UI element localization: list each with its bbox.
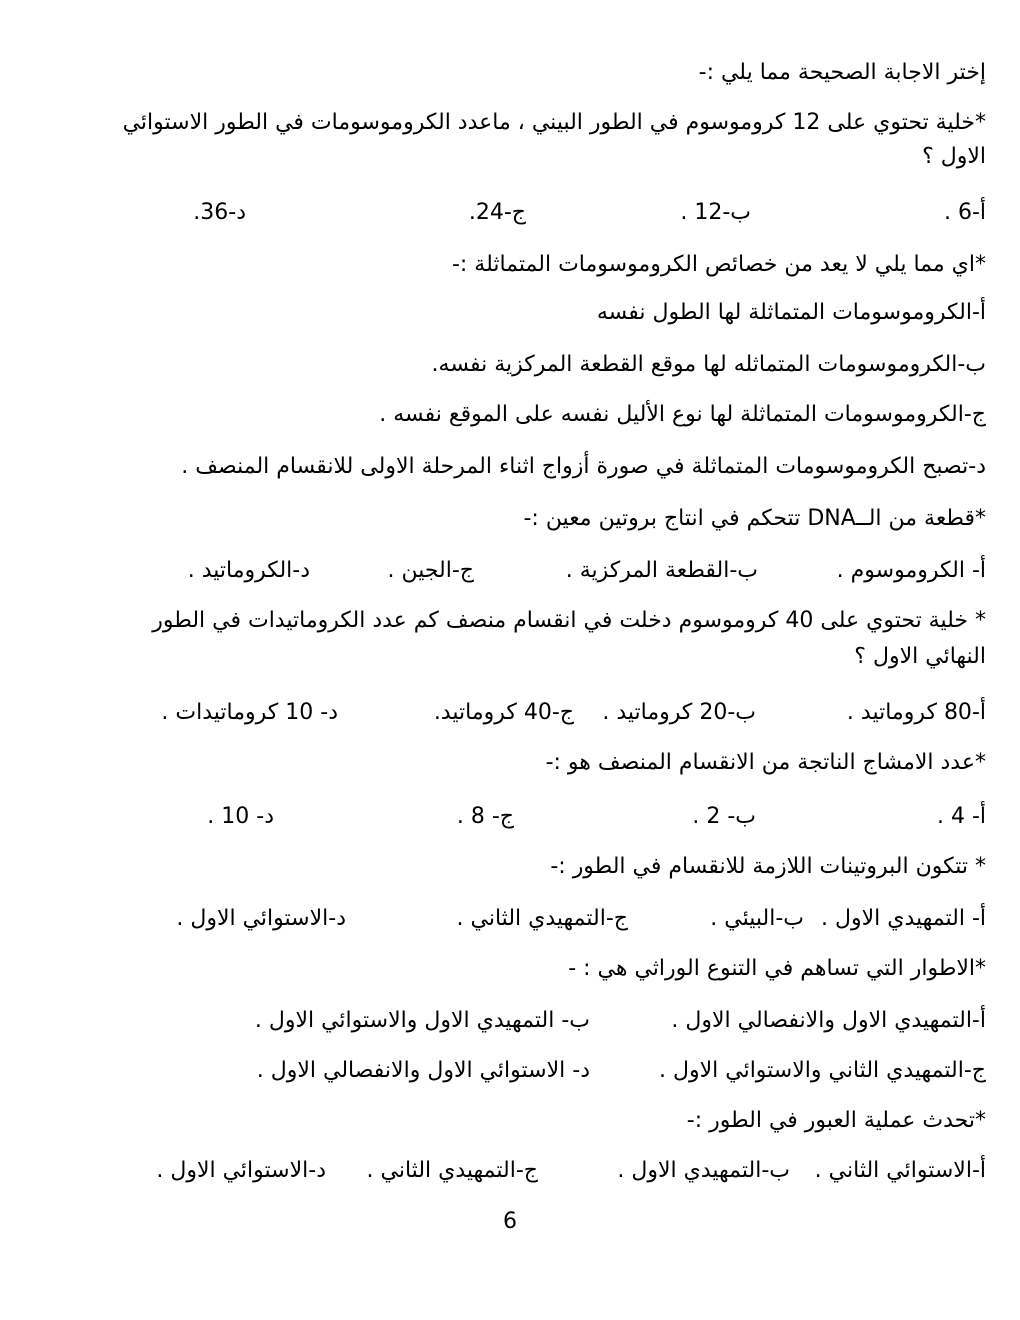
q8-option-d: د-الاستوائي الاول . [156, 1158, 326, 1183]
q6-option-a: أ- التمهيدي الاول . [820, 906, 986, 931]
q3-option-d: د-الكروماتيد . [187, 558, 310, 583]
q8-option-c: ج-التمهيدي الثاني . [366, 1158, 538, 1183]
question-8-options [60, 1156, 986, 1186]
question-7-stem: *الاطوار التي تساهم في التنوع الوراثي هي : - [568, 956, 986, 981]
question-4-line-2: النهائي الاول ؟ [854, 644, 986, 669]
q3-option-b: ب-القطعة المركزية . [565, 558, 758, 583]
q5-option-a: أ- 4 . [936, 804, 986, 829]
q2-option-a: أ-الكروموسومات المتماثلة لها الطول نفسه [596, 300, 986, 325]
question-7-options-row-1 [60, 1006, 986, 1036]
q4-option-b: ب-20 كروماتيد . [602, 700, 756, 725]
question-1-line-1: *خلية تحتوي على 12 كروموسوم في الطور البيني ، ماعدد الكروموسومات في الطور الاستوائي [122, 110, 986, 135]
q5-option-d: د- 10 . [207, 804, 274, 829]
q4-option-c: ج-40 كروماتيد. [433, 700, 574, 725]
q4-option-a: أ-80 كروماتيد . [846, 700, 986, 725]
q7-option-d: د- الاستوائي الاول والانفصالي الاول . [256, 1058, 590, 1083]
q3-option-a: أ- الكروموسوم . [836, 558, 986, 583]
question-3-options [60, 556, 986, 586]
question-2-stem: *اي مما يلي لا يعد من خصائص الكروموسومات المتماثلة :- [451, 252, 986, 277]
q3-option-c: ج-الجين . [387, 558, 474, 583]
question-4-line-1: * خلية تحتوي على 40 كروموسوم دخلت في انقسام منصف كم عدد الكروماتيدات في الطور [152, 608, 986, 633]
question-8-stem: *تحدث عملية العبور في الطور :- [686, 1108, 986, 1133]
q7-option-c: ج-التمهيدي الثاني والاستوائي الاول . [658, 1058, 986, 1083]
q7-option-a: أ-التمهيدي الاول والانفصالي الاول . [671, 1008, 986, 1033]
question-1-options [60, 198, 986, 228]
q6-option-b: ب-البيئي . [710, 906, 804, 931]
q6-option-c: ج-التمهيدي الثاني . [456, 906, 628, 931]
page-number: 6 [503, 1209, 517, 1234]
question-7-options-row-2 [60, 1056, 986, 1086]
q1-option-c: ج-24. [468, 200, 526, 225]
q6-option-d: د-الاستوائي الاول . [176, 906, 346, 931]
question-6-stem: * تتكون البروتينات اللازمة للانقسام في الطور :- [550, 854, 986, 879]
q5-option-b: ب- 2 . [692, 804, 756, 829]
q1-option-a: أ-6 . [943, 200, 986, 225]
q8-option-b: ب-التمهيدي الاول . [617, 1158, 790, 1183]
worksheet-page [60, 0, 986, 1320]
q1-option-b: ب-12 . [680, 200, 751, 225]
q4-option-d: د- 10 كروماتيدات . [161, 700, 338, 725]
question-4-options [60, 698, 986, 728]
q7-option-b: ب- التمهيدي الاول والاستوائي الاول . [254, 1008, 590, 1033]
q2-option-c: ج-الكروموسومات المتماثلة لها نوع الأليل نفسه على الموقع نفسه . [379, 402, 986, 427]
q2-option-d: د-تصبح الكروموسومات المتماثلة في صورة أزواج اثناء المرحلة الاولى للانقسام المنصف . [181, 454, 986, 479]
q1-option-d: د-36. [193, 200, 246, 225]
question-5-options [60, 802, 986, 832]
question-3-stem: *قطعة من الــDNA تتحكم في انتاج بروتين معين :- [523, 506, 986, 531]
question-5-stem: *عدد الامشاج الناتجة من الانقسام المنصف هو :- [545, 750, 986, 775]
question-1-line-2: الاول ؟ [922, 144, 986, 169]
question-6-options [60, 904, 986, 934]
q2-option-b: ب-الكروموسومات المتماثله لها موقع القطعة المركزية نفسه. [431, 352, 986, 377]
q8-option-a: أ-الاستوائي الثاني . [814, 1158, 986, 1183]
instruction-text: إختر الاجابة الصحيحة مما يلي :- [698, 60, 986, 85]
q5-option-c: ج- 8 . [456, 804, 514, 829]
